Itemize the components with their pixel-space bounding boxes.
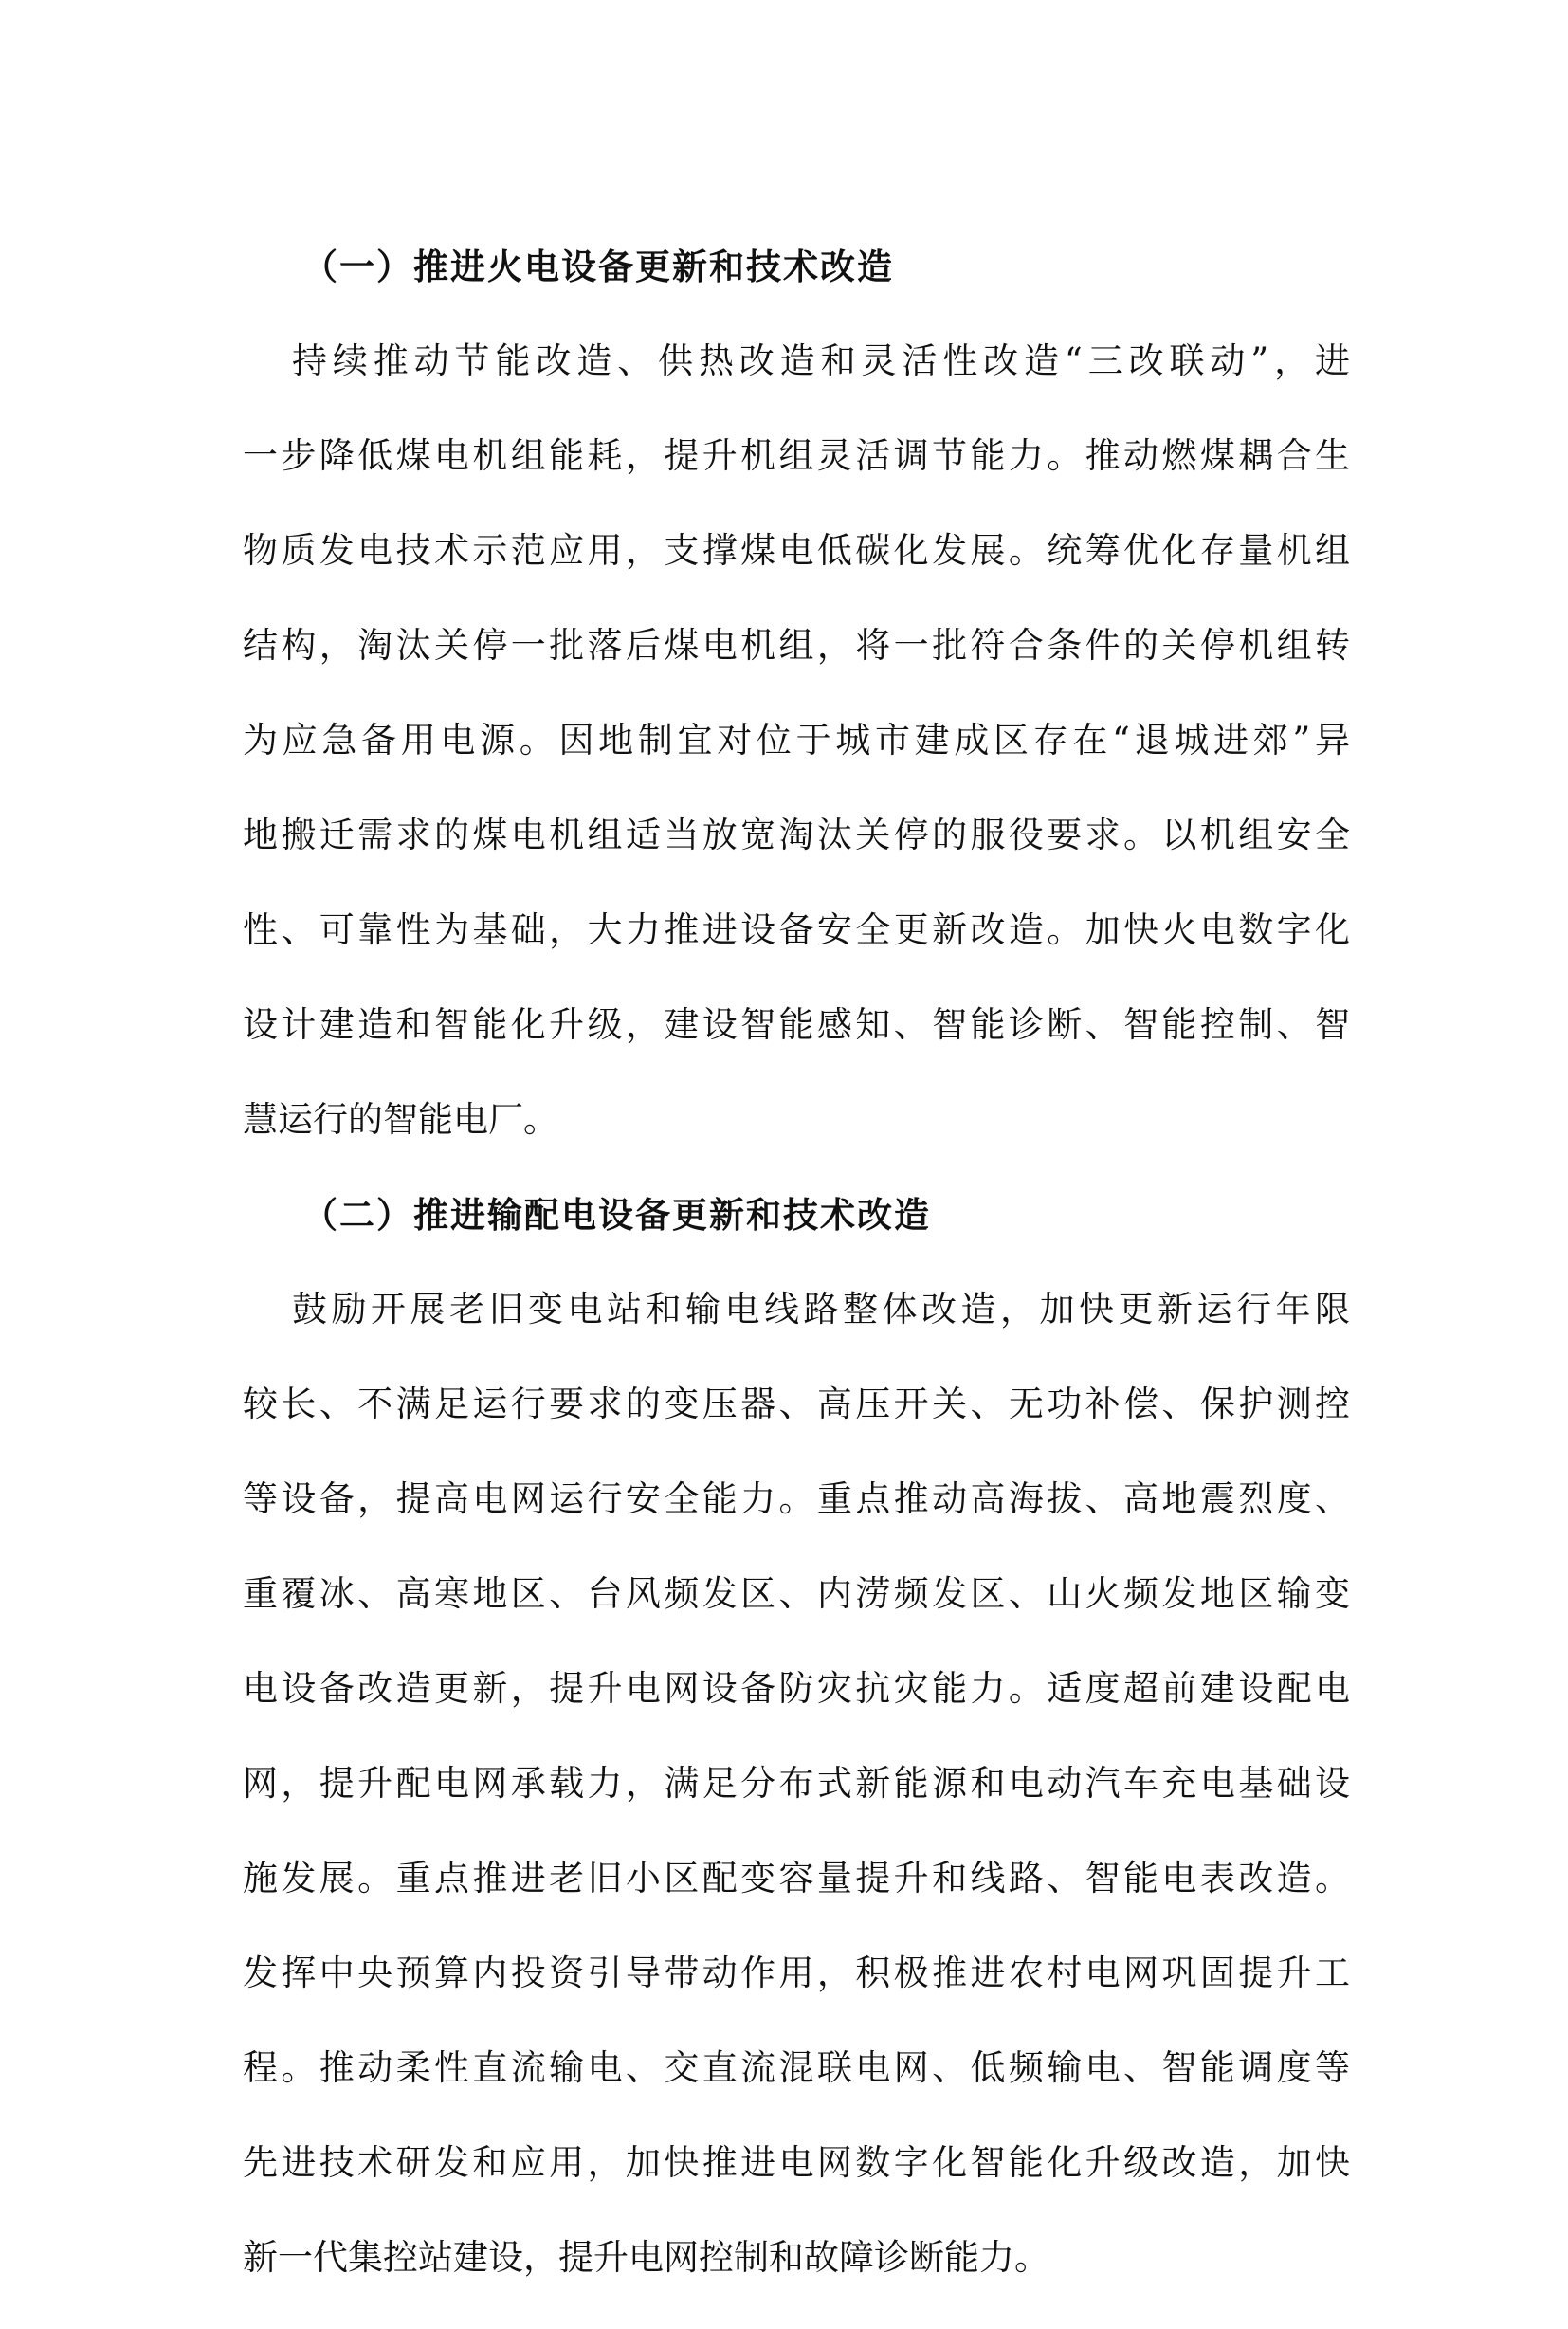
paragraph-line: 鼓励开展老旧变电站和输电线路整体改造，加快更新运行年限 (292, 1289, 1350, 1330)
section-2-heading: （二）推进输配电设备更新和技术改造 (302, 1194, 931, 1236)
paragraph-line: 设计建造和智能化升级，建设智能感知、智能诊断、智能控制、智 (243, 1004, 1350, 1045)
section-2-paragraph (243, 1286, 1350, 2282)
paragraph-line: 一步降低煤电机组能耗，提升机组灵活调节能力。推动燃煤耦合生 (243, 435, 1350, 476)
paragraph-line: 网，提升配电网承载力，满足分布式新能源和电动汽车充电基础设 (243, 1763, 1350, 1804)
paragraph-line: 程。推动柔性直流输电、交直流混联电网、低频输电、智能调度等 (243, 2047, 1350, 2088)
section-1-heading: （一）推进火电设备更新和技术改造 (302, 246, 894, 287)
paragraph-line: 较长、不满足运行要求的变压器、高压开关、无功补偿、保护测控 (243, 1384, 1350, 1424)
paragraph-line: 地搬迁需求的煤电机组适当放宽淘汰关停的服役要求。以机组安全 (243, 815, 1350, 855)
paragraph-line: 性、可靠性为基础，大力推进设备安全更新改造。加快火电数字化 (243, 909, 1350, 950)
paragraph-line: 重覆冰、高寒地区、台风频发区、内涝频发区、山火频发地区输变 (243, 1573, 1350, 1614)
document-body (243, 243, 1350, 2329)
paragraph-line: 慧运行的智能电厂。 (243, 1099, 558, 1140)
paragraph-line: 施发展。重点推进老旧小区配变容量提升和线路、智能电表改造。 (243, 1858, 1350, 1898)
paragraph-line: 等设备，提高电网运行安全能力。重点推动高海拔、高地震烈度、 (243, 1478, 1350, 1519)
paragraph-line: 新一代集控站建设，提升电网控制和故障诊断能力。 (243, 2237, 1049, 2278)
paragraph-line: 为应急备用电源。因地制宜对位于城市建成区存在“退城进郊”异 (243, 720, 1350, 761)
paragraph-line: 电设备改造更新，提升电网设备防灾抗灾能力。适度超前建设配电 (243, 1668, 1350, 1709)
paragraph-line: 先进技术研发和应用，加快推进电网数字化智能化升级改造，加快 (243, 2142, 1350, 2183)
paragraph-line: 物质发电技术示范应用，支撑煤电低碳化发展。统筹优化存量机组 (243, 530, 1350, 571)
paragraph-line: 结构，淘汰关停一批落后煤电机组，将一批符合条件的关停机组转 (243, 625, 1350, 666)
paragraph-line: 发挥中央预算内投资引导带动作用，积极推进农村电网巩固提升工 (243, 1953, 1350, 1993)
paragraph-line: 持续推动节能改造、供热改造和灵活性改造“三改联动”，进 (292, 340, 1350, 381)
section-1-paragraph (243, 338, 1350, 1144)
